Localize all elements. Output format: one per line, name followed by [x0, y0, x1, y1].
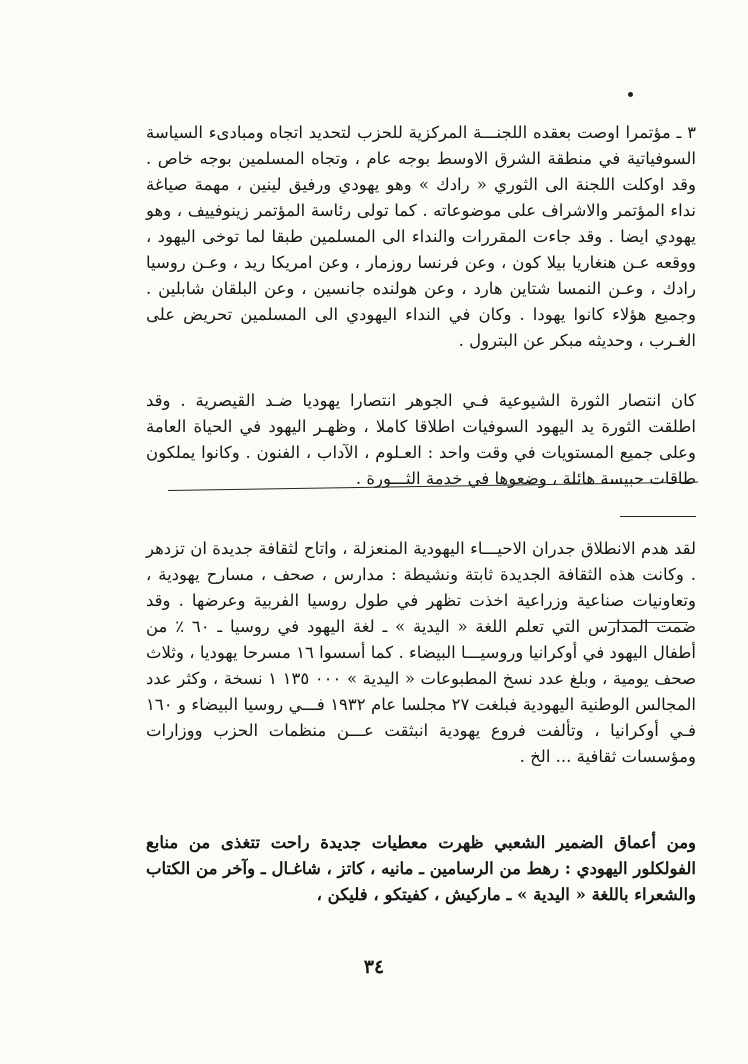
- paragraph-4: ومن أعماق الضمير الشعبي ظهرت معطيات جديدة راحت تتغذى من منابع الفولكلور اليهودي : رهط من الرسامين ـ مانيه ، كاتز ، شاغـال ـ وآخر من الكتاب والشعراء باللغة « اليدية » ـ ماركيش ، كفيتكو ، فليكن ،: [146, 833, 696, 904]
- paragraph-1: ٣ ـ مؤتمرا اوصت بعقده اللجنـــة المركزية للحزب لتحديد اتجاه ومبادىء السياسة السوفياتية في منطقة الشرق الاوسط بوجه عام ، وتجاه المسلمين بوجه خاص . وقد اوكلت اللجنة الى الثوري « رادك » وهو يهودي ورفيق لينين ، مهمة صياغة نداء المؤتمر والاشراف على موضوعاته . كما تولى رئاسة المؤتمر زينوفييف ، وهو يهودي ايضا . وقد جاءت المقررات والنداء الى المسلمين طبقا لما توخى اليهود ، ووقعه عـن هنغاريا بيلا كون ، وعن فرنسا روزمار ، وعن امريكا ريد ، وعـن روسيا رادك ، وعـن النمسا شتاين هارد ، وعن هولنده جانسين ، وعن البلقان شابلين . وجميع هؤلاء كانوا يهودا . وكان في النداء اليهودي الى المسلمين تحريض على الغـرب ، وحديثه مبكر عن البترول .: [146, 123, 696, 350]
- page-number: ٣٤: [363, 956, 385, 978]
- handwritten-underline-3: [608, 622, 688, 623]
- paragraph-2: كان انتصار الثورة الشيوعية فـي الجوهر انتصارا يهوديا ضـد القيصرية . وقد اطلقت الثورة يد اليهود السوفيات اطلاقا كاملا ، وظهـر اليهود في الحياة العامة وعلى جميع المستويات في وقت واحد : العـلوم ، الآداب ، الفنون . وكانوا يملكون طاقات حبيسة هائلة ، وضعوها في خدمة الثـــورة .: [146, 391, 696, 488]
- paragraph-3: لقد هدم الانطلاق جدران الاحيـــاء اليهودية المنعزلة ، واتاح لثقافة جديدة ان تزدهر . وكانت هذه الثقافة الجديدة ثابتة ونشيطة : مدارس ، صحف ، مسارح يهودية ، وتعاونيات صناعية وزراعية اخذت تظهر في طول روسيا الفربية وعرضها . وقد ضمت المدارس التي تعلم اللغة « اليدية » ـ لغة اليهود في روسيا ـ ٦٠ ٪ من أطفال اليهود في أوكرانيا وروسيـــا البيضاء . كما أسسوا ١٦ مسرحا يهوديا ، وثلاث صحف يومية ، وبلغ عدد نسخ المطبوعات « اليدية » ٠٠٠ ١٣٥ ١ نسخة ، وكثر عدد المجالس الوطنية اليهودية فبلغت ٢٧ مجلسا عام ١٩٣٢ فـــي روسيا البيضاء و ١٦٠ فـي أوكرانيا ، وتألفت فروع يهودية انبثقت عـــن منظمات الحزب ووزارات ومؤسسات ثقافية ... الخ .: [146, 539, 697, 766]
- handwritten-underline-2: [620, 516, 696, 517]
- page-mark: [628, 92, 633, 97]
